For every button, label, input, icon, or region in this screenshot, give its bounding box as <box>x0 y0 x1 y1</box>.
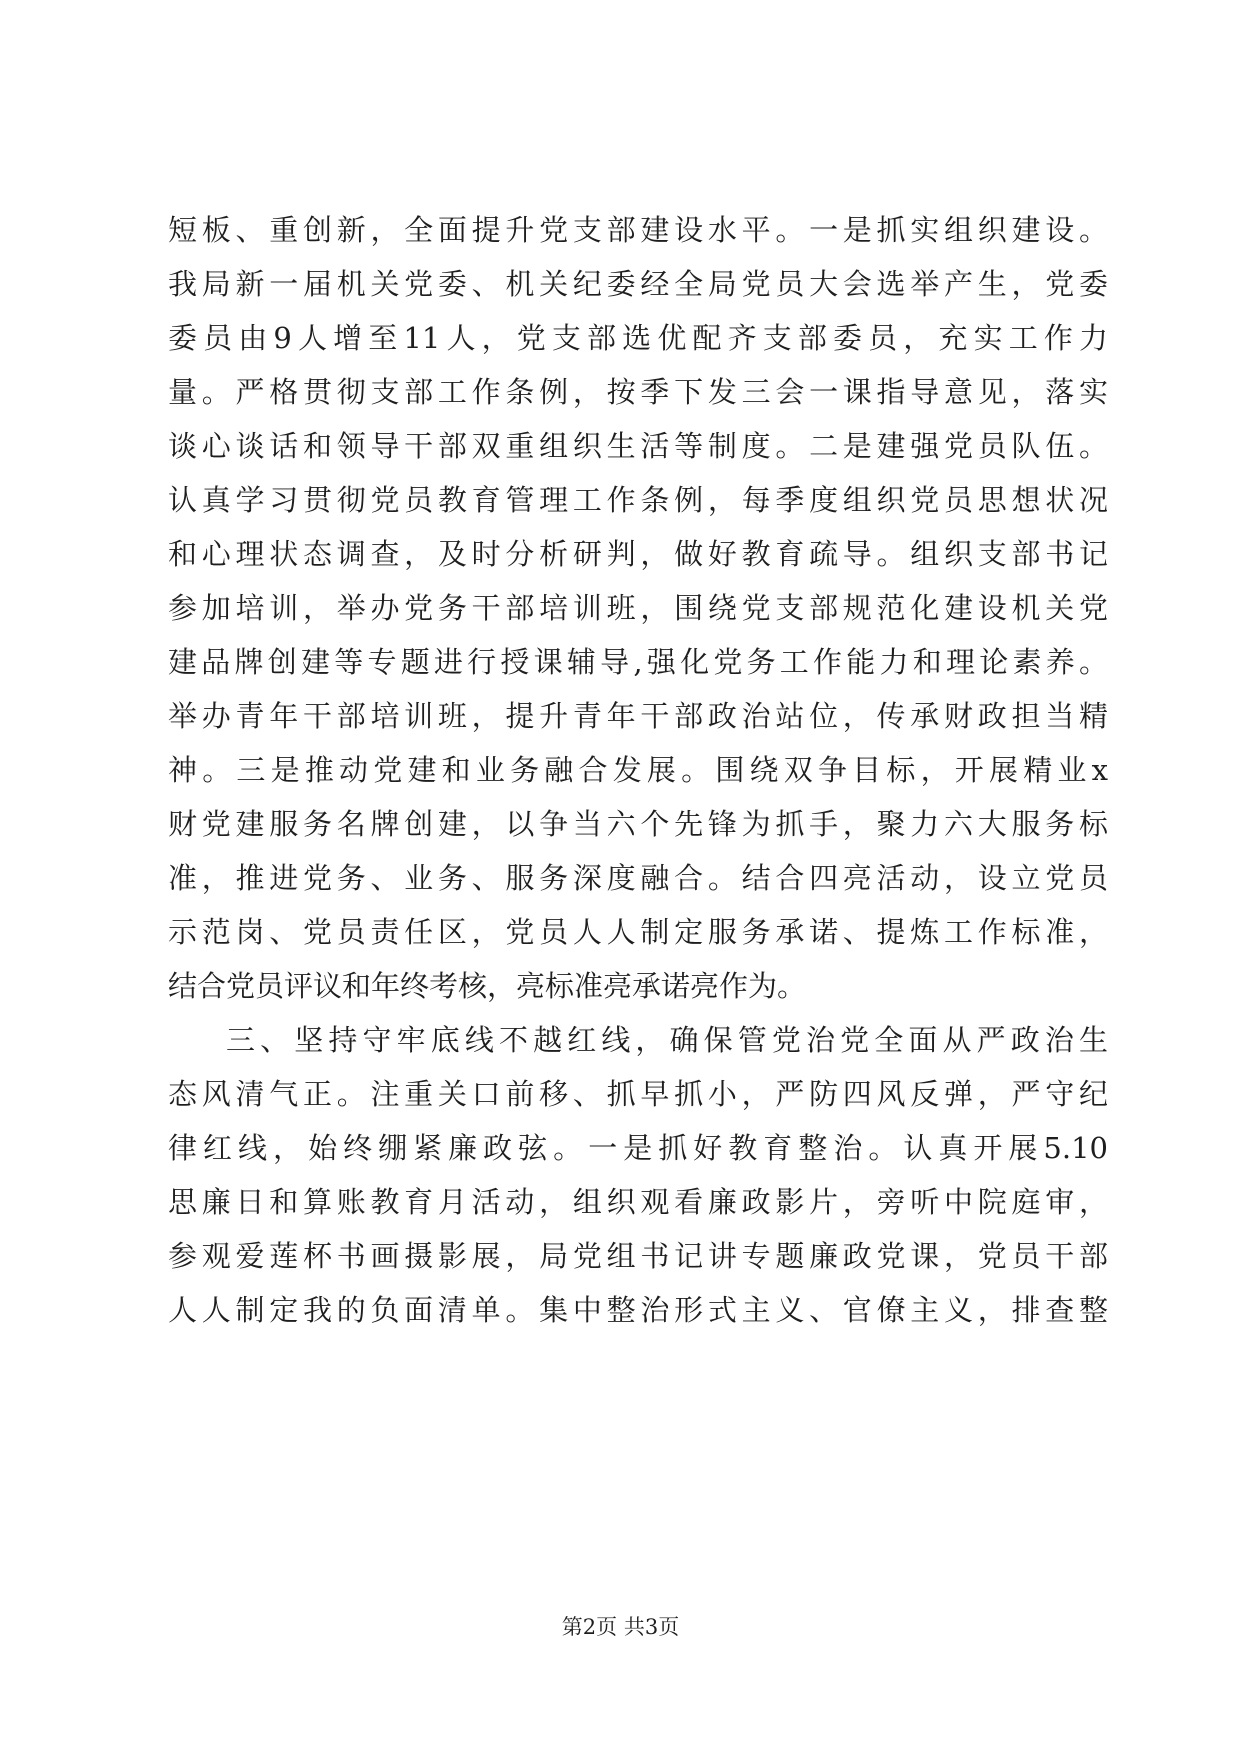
text-line: 谈心谈话和领导干部双重组织生活等制度。二是建强党员队伍。 <box>168 429 1108 463</box>
text-line: 神。三是推动党建和业务融合发展。围绕双争目标，开展精业x <box>168 753 1108 787</box>
text-line: 和心理状态调查，及时分析研判，做好教育疏导。组织支部书记 <box>168 537 1108 571</box>
text-line: 建品牌创建等专题进行授课辅导,强化党务工作能力和理论素养。 <box>168 645 1108 679</box>
text-line: 量。严格贯彻支部工作条例，按季下发三会一课指导意见，落实 <box>168 375 1108 409</box>
page-number-label: 第2页 共3页 <box>561 1615 680 1639</box>
page-footer <box>0 1611 1241 1641</box>
text-line: 我局新一届机关党委、机关纪委经全局党员大会选举产生，党委 <box>168 267 1108 301</box>
text-line: 财党建服务名牌创建，以争当六个先锋为抓手，聚力六大服务标 <box>168 807 1108 841</box>
text-line: 举办青年干部培训班，提升青年干部政治站位，传承财政担当精 <box>168 699 1108 733</box>
text-line: 思廉日和算账教育月活动，组织观看廉政影片，旁听中院庭审， <box>168 1185 1108 1219</box>
text-line: 短板、重创新，全面提升党支部建设水平。一是抓实组织建设。 <box>168 213 1108 247</box>
body-text <box>168 203 1108 1337</box>
text-line: 人人制定我的负面清单。集中整治形式主义、官僚主义，排查整 <box>168 1293 1108 1327</box>
text-line: 认真学习贯彻党员教育管理工作条例，每季度组织党员思想状况 <box>168 483 1108 517</box>
paragraph-end-line: 结合党员评议和年终考核，亮标准亮承诺亮作为。 <box>168 969 807 1003</box>
text-line: 态风清气正。注重关口前移、抓早抓小，严防四风反弹，严守纪 <box>168 1077 1108 1111</box>
text-line: 参加培训，举办党务干部培训班，围绕党支部规范化建设机关党 <box>168 591 1108 625</box>
text-line: 委员由9人增至11人，党支部选优配齐支部委员，充实工作力 <box>168 321 1108 355</box>
text-line: 律红线，始终绷紧廉政弦。一是抓好教育整治。认真开展5.10 <box>168 1131 1108 1165</box>
text-line: 准，推进党务、业务、服务深度融合。结合四亮活动，设立党员 <box>168 861 1108 895</box>
section-heading-line: 三、坚持守牢底线不越红线，确保管党治党全面从严政治生 <box>226 1023 1108 1057</box>
text-line: 示范岗、党员责任区，党员人人制定服务承诺、提炼工作标准， <box>168 915 1108 949</box>
text-line: 参观爱莲杯书画摄影展，局党组书记讲专题廉政党课，党员干部 <box>168 1239 1108 1273</box>
